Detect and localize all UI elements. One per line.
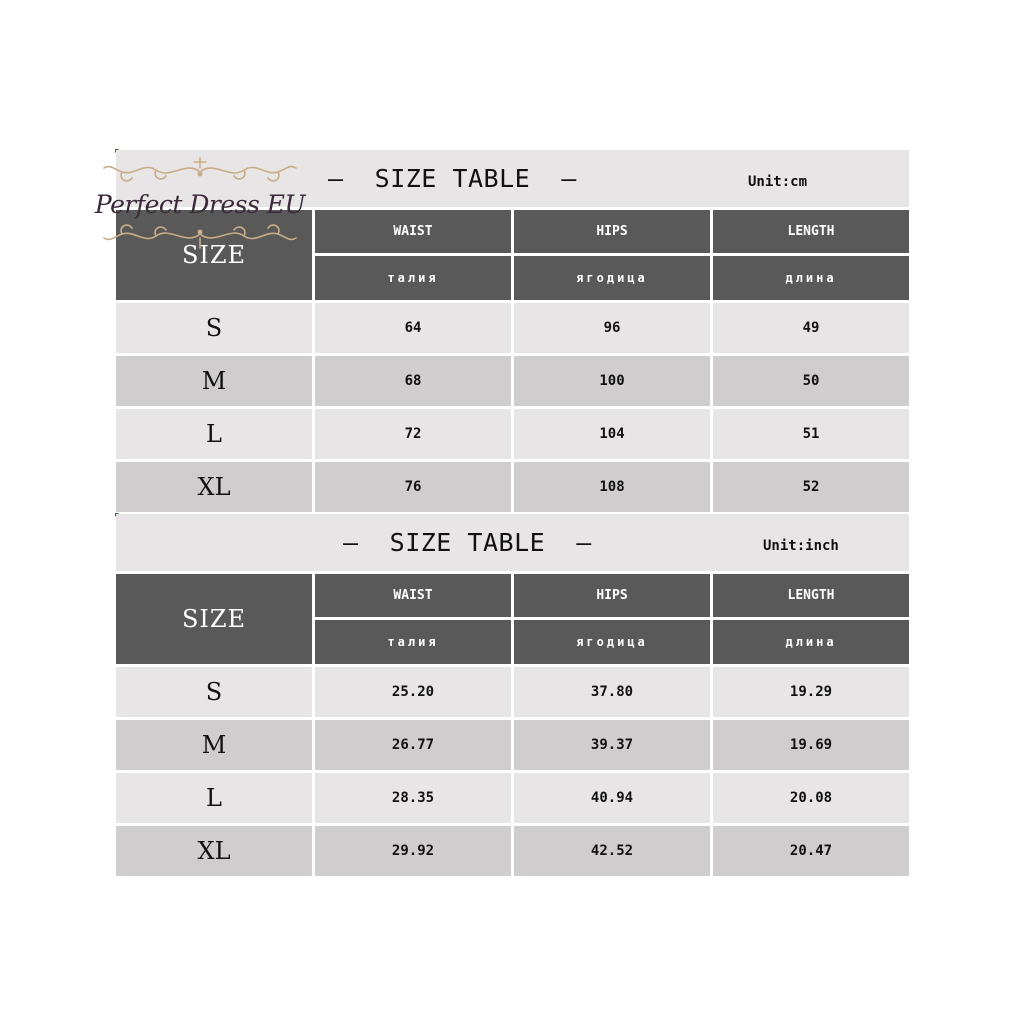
row-size-label: L <box>116 409 312 459</box>
col-header-length-ru: длина <box>713 256 909 300</box>
length-value: 51 <box>713 409 909 459</box>
hips-value: 37.80 <box>514 667 710 717</box>
unit-label: Unit:inch <box>763 538 839 554</box>
row-size-label: M <box>116 720 312 770</box>
size-column-header: SIZE <box>116 210 312 300</box>
brand-name: Perfect Dress EU <box>94 190 306 219</box>
hips-value: 100 <box>514 356 710 406</box>
size-table-inch <box>116 514 909 876</box>
col-header-hips: HIPS <box>514 210 710 253</box>
length-value: 20.08 <box>713 773 909 823</box>
row-size-label: XL <box>116 462 312 512</box>
waist-value: 72 <box>315 409 511 459</box>
length-value: 52 <box>713 462 909 512</box>
brand-logo <box>78 152 322 252</box>
row-size-label: L <box>116 773 312 823</box>
hips-value: 108 <box>514 462 710 512</box>
col-header-length: LENGTH <box>713 210 909 253</box>
table-title: — SIZE TABLE — <box>343 528 592 557</box>
hips-value: 96 <box>514 303 710 353</box>
size-column-header: SIZE <box>116 574 312 664</box>
row-size-label: S <box>116 667 312 717</box>
row-size-label: M <box>116 356 312 406</box>
waist-value: 76 <box>315 462 511 512</box>
col-header-hips-ru: ягодица <box>514 620 710 664</box>
col-header-waist: WAIST <box>315 210 511 253</box>
length-value: 20.47 <box>713 826 909 876</box>
hips-value: 39.37 <box>514 720 710 770</box>
row-size-label: XL <box>116 826 312 876</box>
waist-value: 26.77 <box>315 720 511 770</box>
length-value: 19.69 <box>713 720 909 770</box>
row-size-label: S <box>116 303 312 353</box>
waist-value: 25.20 <box>315 667 511 717</box>
waist-value: 28.35 <box>315 773 511 823</box>
table-title: — SIZE TABLE — <box>328 164 577 193</box>
length-value: 49 <box>713 303 909 353</box>
length-value: 50 <box>713 356 909 406</box>
hips-value: 104 <box>514 409 710 459</box>
length-value: 19.29 <box>713 667 909 717</box>
col-header-length-ru: длина <box>713 620 909 664</box>
col-header-waist: WAIST <box>315 574 511 617</box>
waist-value: 29.92 <box>315 826 511 876</box>
table-title-bar <box>116 514 909 571</box>
col-header-length: LENGTH <box>713 574 909 617</box>
unit-label: Unit:cm <box>748 174 808 190</box>
col-header-hips-ru: ягодица <box>514 256 710 300</box>
waist-value: 64 <box>315 303 511 353</box>
col-header-waist-ru: талия <box>315 256 511 300</box>
waist-value: 68 <box>315 356 511 406</box>
hips-value: 42.52 <box>514 826 710 876</box>
hips-value: 40.94 <box>514 773 710 823</box>
col-header-hips: HIPS <box>514 574 710 617</box>
col-header-waist-ru: талия <box>315 620 511 664</box>
